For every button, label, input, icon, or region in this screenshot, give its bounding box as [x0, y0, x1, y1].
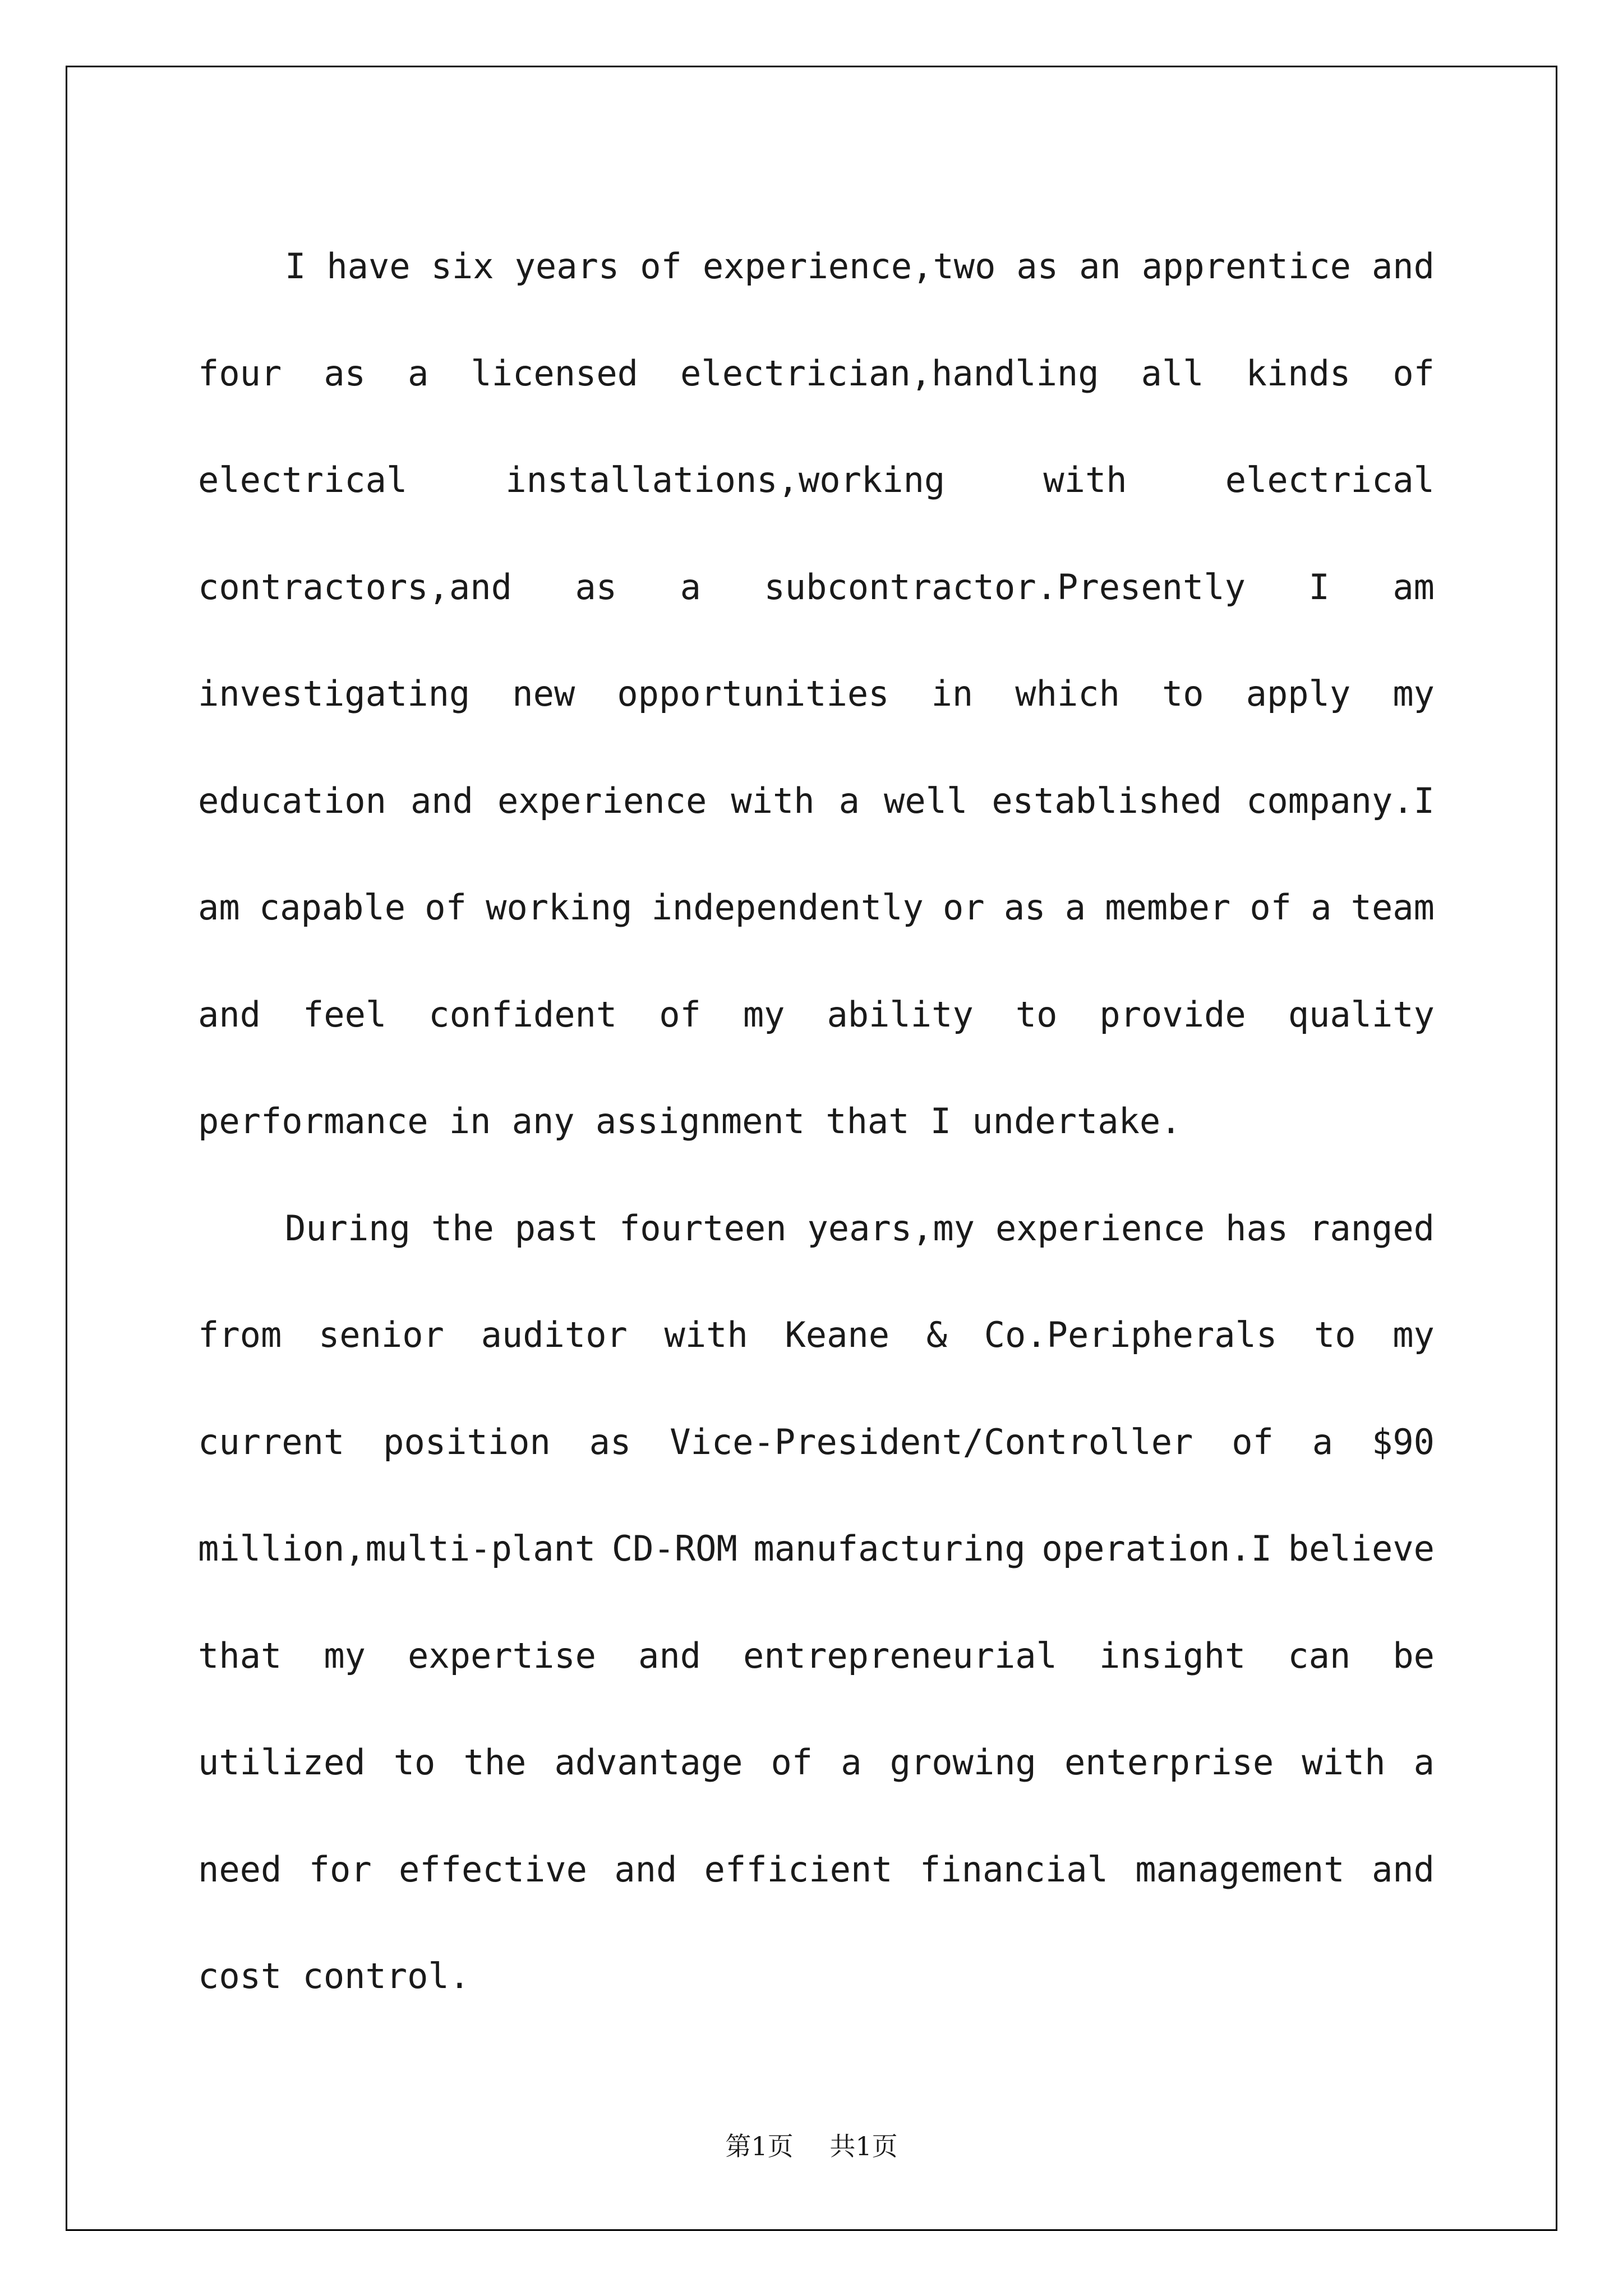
- word: in: [449, 1101, 491, 1142]
- word: and: [410, 780, 473, 821]
- word: effective: [399, 1848, 587, 1890]
- text-line: [198, 427, 1435, 534]
- word: my: [743, 993, 785, 1035]
- word: in: [931, 673, 974, 714]
- word: believe: [1288, 1528, 1435, 1569]
- word: team: [1350, 887, 1435, 928]
- word: member: [1105, 887, 1231, 928]
- word: with: [1302, 1742, 1386, 1783]
- word: independently: [651, 887, 924, 928]
- word: as: [575, 566, 617, 608]
- page-number: 第1页: [725, 2131, 794, 2161]
- word: education: [198, 780, 386, 821]
- word: any: [511, 1101, 575, 1142]
- word: that: [826, 1101, 910, 1142]
- word: of: [425, 887, 467, 928]
- word: established: [992, 780, 1222, 821]
- word: and: [638, 1635, 701, 1676]
- word: current: [198, 1421, 345, 1462]
- word: new: [512, 673, 575, 714]
- text-line: [198, 1389, 1435, 1496]
- text-line: [198, 854, 1435, 961]
- word: with: [664, 1314, 748, 1355]
- word: CD-ROM: [611, 1528, 737, 1569]
- text-line: [198, 1068, 1435, 1175]
- text-line: [198, 1709, 1435, 1816]
- word: entrepreneurial: [743, 1635, 1057, 1676]
- word: to: [1015, 993, 1058, 1035]
- text-line: [198, 1496, 1435, 1603]
- word: and: [198, 993, 261, 1035]
- word: opportunities: [617, 673, 889, 714]
- word: contractors,and: [198, 566, 512, 608]
- word: that: [198, 1635, 282, 1676]
- word: of: [640, 246, 682, 287]
- word: &: [926, 1314, 948, 1355]
- word: the: [431, 1207, 494, 1249]
- page-total: 共1页: [829, 2131, 898, 2161]
- word: position: [383, 1421, 551, 1462]
- word: licensed: [471, 352, 639, 394]
- word: to: [393, 1742, 436, 1783]
- word: to: [1161, 673, 1204, 714]
- paragraph: [198, 213, 1435, 1175]
- word: to: [1313, 1314, 1356, 1355]
- word: and: [1371, 246, 1435, 287]
- word: years,my: [807, 1207, 975, 1249]
- word: operation.I: [1041, 1528, 1272, 1569]
- word: auditor: [481, 1314, 628, 1355]
- text-line: [198, 1816, 1435, 1924]
- word: a: [838, 780, 860, 821]
- word: can: [1288, 1635, 1351, 1676]
- word: confident: [428, 993, 617, 1035]
- word: my: [1393, 1314, 1435, 1355]
- word: capable: [259, 887, 406, 928]
- word: control.: [302, 1955, 471, 1996]
- text-line: [198, 1282, 1435, 1389]
- text-line: [198, 534, 1435, 641]
- word: insight: [1099, 1635, 1246, 1676]
- word: experience: [497, 780, 707, 821]
- word: undertake.: [972, 1101, 1182, 1142]
- word: manufacturing: [753, 1528, 1026, 1569]
- word: I: [930, 1101, 952, 1142]
- word: expertise: [408, 1635, 596, 1676]
- word: growing: [889, 1742, 1036, 1783]
- word: of: [1249, 887, 1292, 928]
- word: provide: [1099, 993, 1246, 1035]
- text-line: [198, 748, 1435, 855]
- word: electrical: [198, 459, 408, 500]
- word: a: [1064, 887, 1086, 928]
- word: experience: [995, 1207, 1205, 1249]
- text-line: [198, 641, 1435, 748]
- word: company.I: [1246, 780, 1435, 821]
- word: Co.Peripherals: [984, 1314, 1278, 1355]
- word: a: [841, 1742, 862, 1783]
- text-line: [198, 1923, 1435, 2030]
- word: ability: [827, 993, 974, 1035]
- word: $90: [1372, 1421, 1435, 1462]
- word: I: [285, 246, 306, 287]
- word: subcontractor.Presently: [764, 566, 1246, 608]
- word: a: [1312, 1421, 1334, 1462]
- word: am: [198, 887, 240, 928]
- word: has: [1225, 1207, 1289, 1249]
- word: as: [589, 1421, 631, 1462]
- word: an: [1079, 246, 1121, 287]
- word: experience,two: [702, 246, 996, 287]
- word: a: [408, 352, 429, 394]
- word: be: [1393, 1635, 1435, 1676]
- word: the: [463, 1742, 527, 1783]
- word: or: [943, 887, 985, 928]
- paragraph: [198, 1175, 1435, 2030]
- word: years: [514, 246, 620, 287]
- word: past: [514, 1207, 599, 1249]
- word: with: [1043, 459, 1127, 500]
- word: of: [1393, 352, 1435, 394]
- word: with: [731, 780, 815, 821]
- word: from: [198, 1314, 282, 1355]
- word: apply: [1246, 673, 1351, 714]
- word: am: [1393, 566, 1435, 608]
- word: apprentice: [1141, 246, 1351, 287]
- word: installations,working: [505, 459, 946, 500]
- word: advantage: [554, 1742, 743, 1783]
- word: as: [1016, 246, 1059, 287]
- word: a: [1311, 887, 1332, 928]
- word: working: [486, 887, 633, 928]
- word: have: [326, 246, 411, 287]
- word: and: [1371, 1848, 1435, 1890]
- word: my: [324, 1635, 366, 1676]
- text-line: [198, 1603, 1435, 1710]
- word: financial: [919, 1848, 1108, 1890]
- text-line: [198, 961, 1435, 1069]
- word: Vice-President/Controller: [670, 1421, 1193, 1462]
- word: million,multi-plant: [198, 1528, 596, 1569]
- word: kinds: [1246, 352, 1351, 394]
- text-line: [198, 320, 1435, 427]
- word: a: [680, 566, 701, 608]
- word: of: [1232, 1421, 1274, 1462]
- word: a: [1413, 1742, 1435, 1783]
- word: of: [771, 1742, 813, 1783]
- word: electrical: [1225, 459, 1435, 500]
- word: fourteen: [619, 1207, 787, 1249]
- document-body: [198, 213, 1435, 2030]
- word: my: [1393, 673, 1435, 714]
- word: electrician,handling: [680, 352, 1099, 394]
- word: well: [884, 780, 968, 821]
- word: cost: [198, 1955, 282, 1996]
- word: Keane: [785, 1314, 890, 1355]
- word: performance: [198, 1101, 428, 1142]
- word: management: [1135, 1848, 1345, 1890]
- word: for: [308, 1848, 372, 1890]
- page-footer: [0, 2126, 1623, 2163]
- word: four: [198, 352, 282, 394]
- text-line: [198, 213, 1435, 320]
- word: I: [1308, 566, 1330, 608]
- word: of: [659, 993, 701, 1035]
- word: efficient: [704, 1848, 893, 1890]
- word: assignment: [595, 1101, 805, 1142]
- word: six: [431, 246, 494, 287]
- word: need: [198, 1848, 282, 1890]
- word: as: [324, 352, 366, 394]
- word: utilized: [198, 1742, 366, 1783]
- word: quality: [1288, 993, 1435, 1035]
- word: investigating: [198, 673, 471, 714]
- word: and: [614, 1848, 677, 1890]
- word: feel: [302, 993, 387, 1035]
- word: which: [1015, 673, 1120, 714]
- word: as: [1003, 887, 1046, 928]
- word: enterprise: [1064, 1742, 1274, 1783]
- word: ranged: [1309, 1207, 1435, 1249]
- word: senior: [318, 1314, 444, 1355]
- word: During: [285, 1207, 411, 1249]
- word: all: [1141, 352, 1204, 394]
- text-line: [198, 1175, 1435, 1282]
